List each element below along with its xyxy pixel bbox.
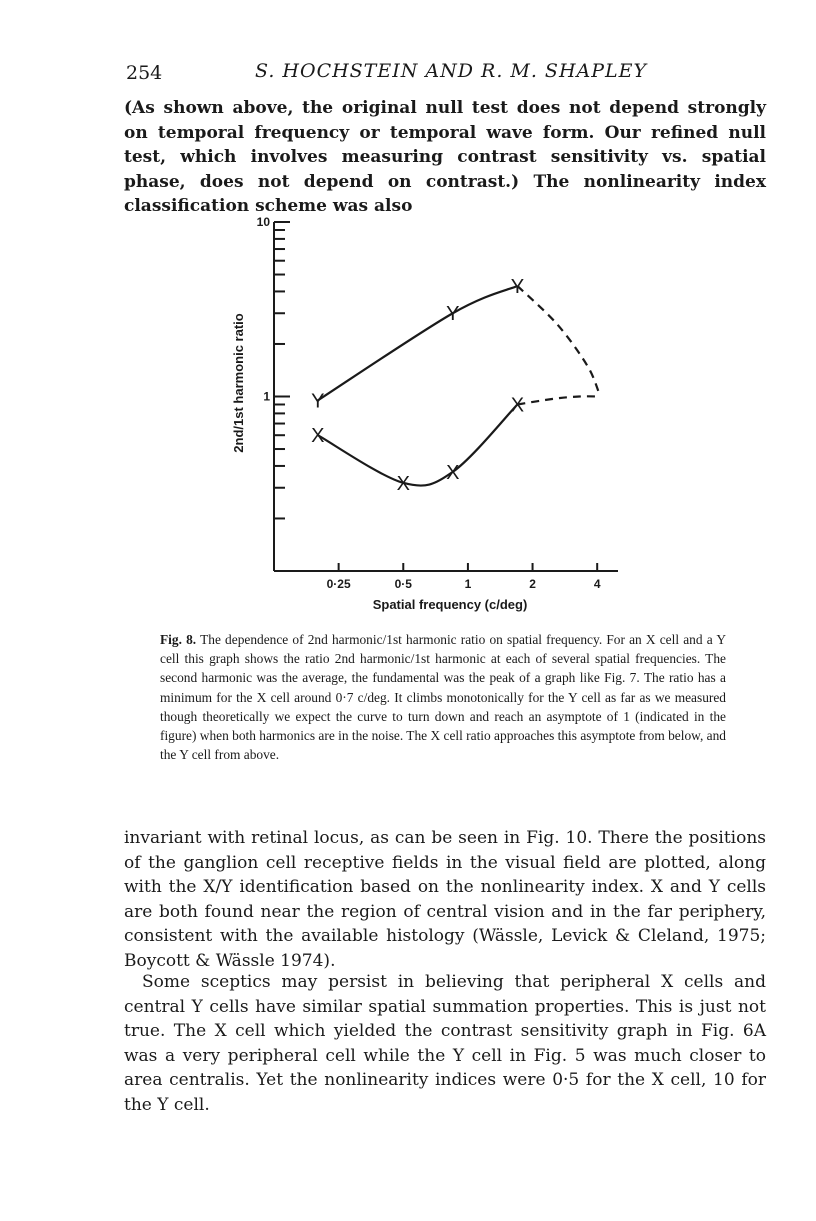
- page-number: 254: [126, 62, 163, 84]
- x-cell-curve: [318, 404, 518, 485]
- y-cell-point: Y: [510, 275, 525, 298]
- x-cell-point: X: [446, 461, 460, 484]
- paragraph-middle: invariant with retinal locus, as can be seen in Fig. 10. There the positions of the ganglion cell receptive fields in the visual field are plotted, along with the X/Y identification based on the nonlinearity index. X and Y cells are both found near the region of central vision and in the far periphery, consistent with the available histology (Wässle, Levick & Cleland, 1975; Boycott & Wässle 1974).: [124, 828, 766, 971]
- x-tick-label: 0·25: [326, 577, 351, 591]
- paragraph-bottom: Some sceptics may persist in believing that peripheral X cells and central Y cells have similar spatial summation properties. This is just not true. The X cell which yielded the contrast sensitivity graph in Fig. 6A was a very peripheral cell while the Y cell in Fig. 5 was much closer to area centralis. Yet the nonlinearity indices were 0·5 for the X cell, 10 for the Y cell.: [124, 972, 766, 1115]
- chart-markers: [311, 276, 524, 495]
- y-axis-label: 2nd/1st harmonic ratio: [231, 313, 246, 453]
- y-cell-dashed-extrapolation: [517, 286, 599, 394]
- x-tick-label: 4: [593, 577, 601, 591]
- y-cell-point: Y: [446, 303, 460, 326]
- x-cell-point: X: [396, 472, 410, 495]
- x-cell-point: X: [510, 394, 525, 417]
- x-cell-point: X: [311, 425, 325, 448]
- x-axis-label: Spatial frequency (c/deg): [372, 597, 528, 612]
- y-tick-label: 10: [256, 215, 270, 229]
- caption-text: The dependence of 2nd harmonic/1st harmonic ratio on spatial frequency. For an X cell and a Y cell this graph shows the ratio 2nd harmonic/1st harmonic at each of several spatial frequencies. The second harmonic was the average, the fundamental was the peak of a graph like Fig. 7. The ratio has a minimum for the X cell around 0·7 c/deg. It climbs monotonically for the Y cell as far as we measured though theoretically we expect the curve to turn down and reach an asymptote of 1 (indicated in the figure) when both harmonics are in the noise. The X cell ratio approaches this asymptote from below, and the Y cell from above.: [160, 632, 726, 763]
- paragraph-top: (As shown above, the original null test does not depend strongly on temporal frequency or temporal wave form. Our refined null test, which involves measuring contrast sensitivity vs. spatial phase, does not depend on contrast.) The nonlinearity index classification scheme was also: [124, 98, 766, 216]
- x-tick-label: 1: [464, 577, 472, 591]
- chart-ticks: [257, 215, 601, 591]
- y-cell-curve: [318, 286, 518, 400]
- caption-label: Fig. 8.: [160, 632, 197, 647]
- figure-caption: [160, 630, 726, 764]
- y-tick-label: 1: [263, 389, 270, 404]
- y-cell-point: Y: [311, 390, 325, 413]
- x-cell-dashed-extrapolation: [517, 396, 599, 404]
- x-tick-label: 2: [529, 577, 536, 591]
- x-tick-label: 0·5: [394, 577, 412, 591]
- running-head: S. HOCHSTEIN AND R. M. SHAPLEY: [255, 60, 648, 82]
